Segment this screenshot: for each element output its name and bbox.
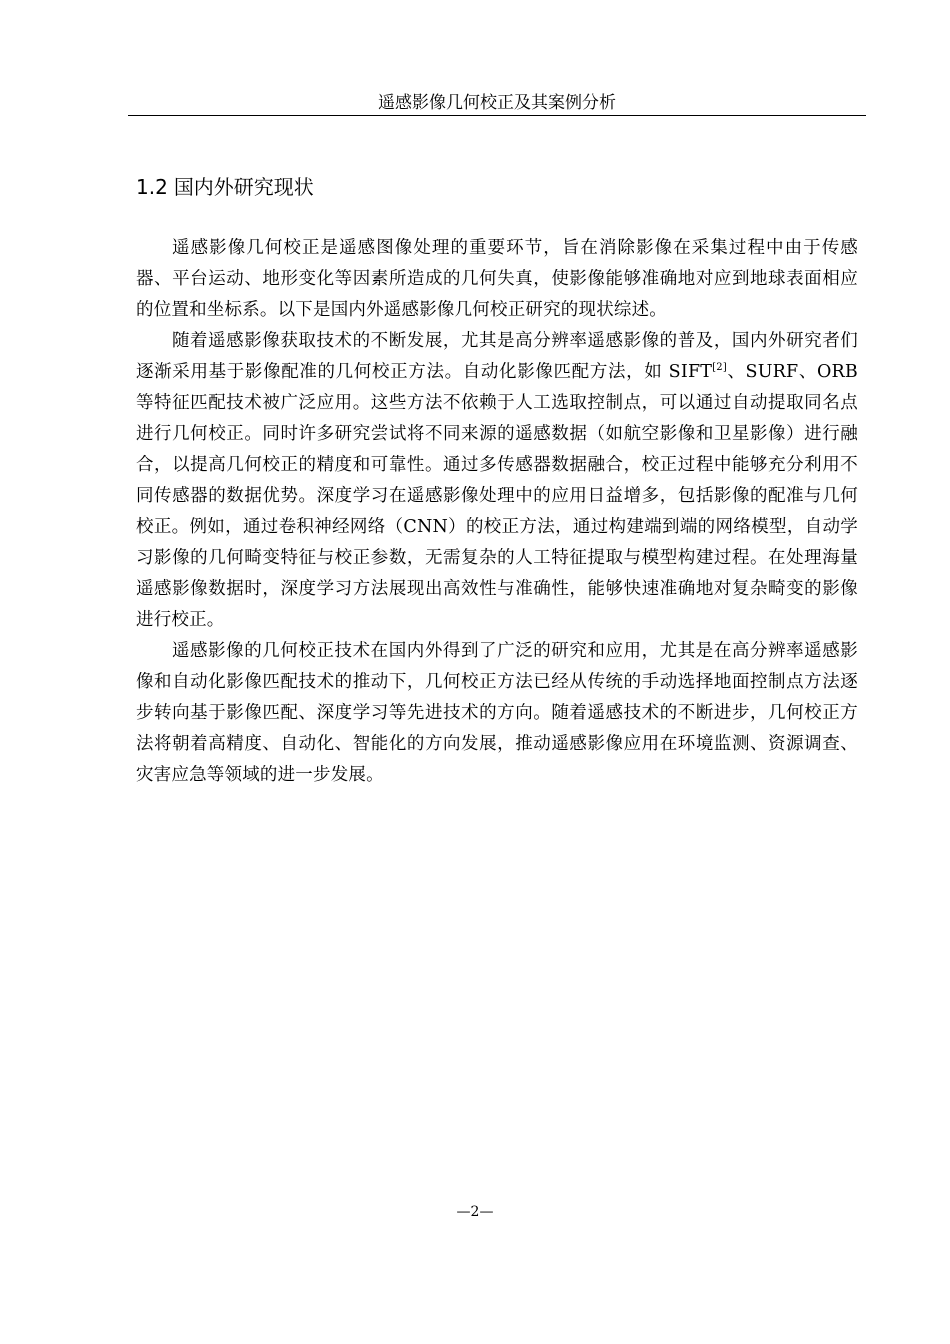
- paragraph-2-part-1: 随着遥感影像获取技术的不断发展，尤其是高分辨率遥感影像的普及，国内外研究者们逐渐采用基于影像配准的几何校正方法。自动化影像匹配方法，如 SIFT: [136, 331, 858, 382]
- section-number: 1.2: [136, 175, 168, 199]
- section-heading: [136, 174, 314, 200]
- paragraph-2: [136, 326, 858, 636]
- paragraph-1: 遥感影像几何校正是遥感图像处理的重要环节，旨在消除影像在采集过程中由于传感器、平台运动、地形变化等因素所造成的几何失真，使影像能够准确地对应到地球表面相应的位置和坐标系。以下是国内外遥感影像几何校正研究的现状综述。: [136, 238, 858, 320]
- citation-ref: [2]: [712, 362, 727, 374]
- body-text: [136, 233, 858, 791]
- page-number: —2—: [456, 1204, 494, 1220]
- header-rule: [128, 115, 866, 116]
- paragraph-3: 遥感影像的几何校正技术在国内外得到了广泛的研究和应用，尤其是在高分辨率遥感影像和自动化影像匹配技术的推动下，几何校正方法已经从传统的手动选择地面控制点方法逐步转向基于影像匹配、深度学习等先进技术的方向。随着遥感技术的不断进步，几何校正方法将朝着高精度、自动化、智能化的方向发展，推动遥感影像应用在环境监测、资源调查、灾害应急等领域的进一步发展。: [136, 641, 858, 785]
- running-header: 遥感影像几何校正及其案例分析: [378, 93, 616, 113]
- section-title: 国内外研究现状: [173, 175, 314, 199]
- paragraph-2-part-2: 、SURF、ORB 等特征匹配技术被广泛应用。这些方法不依赖于人工选取控制点，可以通过自动提取同名点进行几何校正。同时许多研究尝试将不同来源的遥感数据（如航空影像和卫星影像）进行融合，以提高几何校正的精度和可靠性。通过多传感器数据融合，校正过程中能够充分利用不同传感器的数据优势。深度学习在遥感影像处理中的应用日益增多，包括影像的配准与几何校正。例如，通过卷积神经网络（CNN）的校正方法，通过构建端到端的网络模型，自动学习影像的几何畸变特征与校正参数，无需复杂的人工特征提取与模型构建过程。在处理海量遥感影像数据时，深度学习方法展现出高效性与准确性，能够快速准确地对复杂畸变的影像进行校正。: [136, 362, 858, 630]
